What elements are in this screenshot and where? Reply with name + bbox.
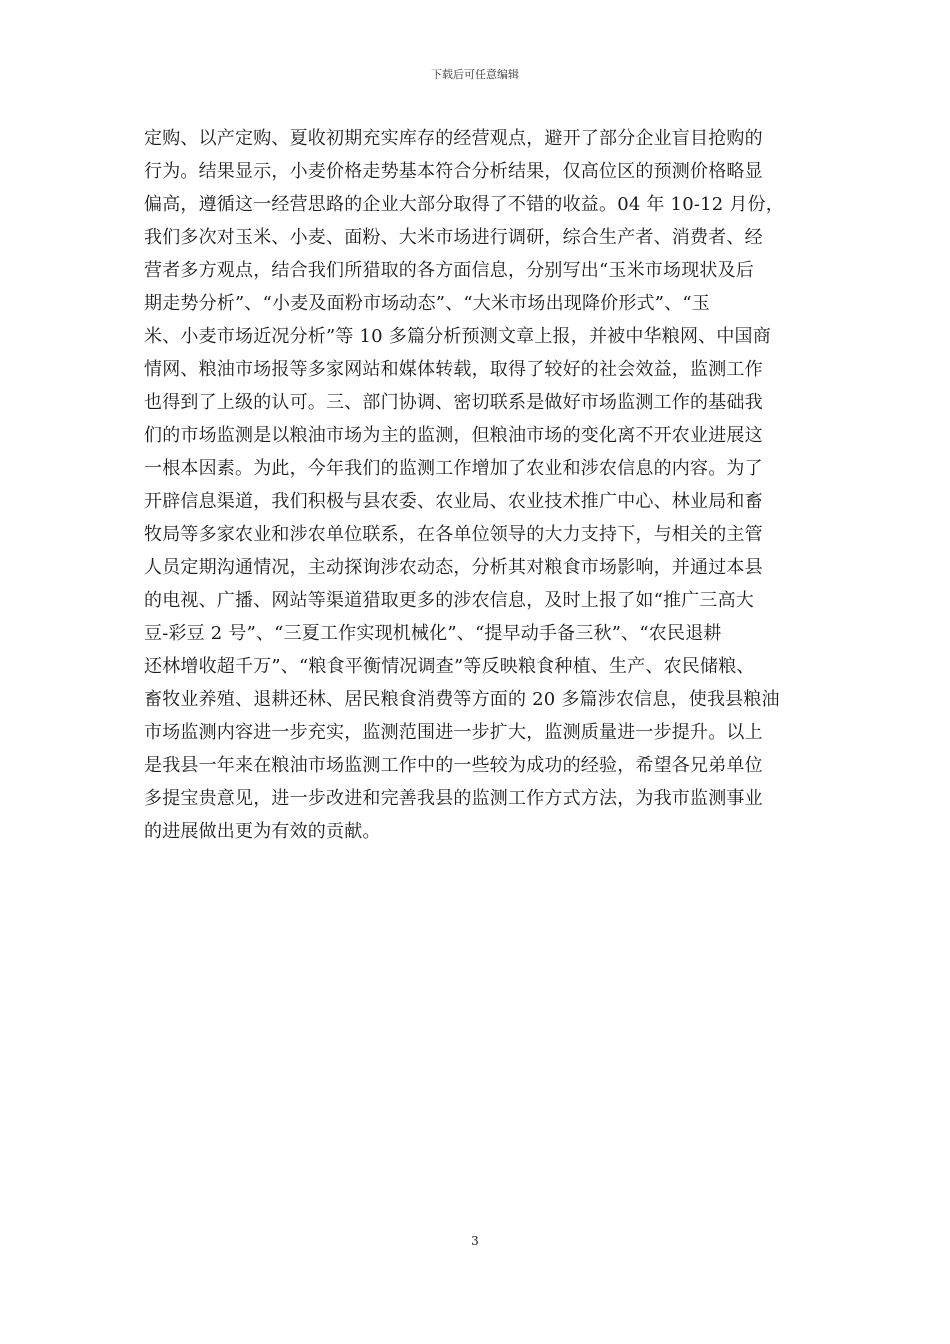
text-line: 一根本因素。为此，今年我们的监测工作增加了农业和涉农信息的内容。为了 — [144, 458, 763, 479]
page-number: 3 — [471, 1234, 479, 1248]
page-header: 下载后可任意编辑 — [431, 68, 519, 81]
text-line: 定购、以产定购、夏收初期充实库存的经营观点，避开了部分企业盲目抢购的 — [144, 128, 763, 149]
text-line: 的进展做出更为有效的贡献。 — [144, 821, 381, 842]
text-line: 我们多次对玉米、小麦、面粉、大米市场进行调研，综合生产者、消费者、经 — [144, 227, 763, 248]
text-line: 豆-彩豆 2 号”、“三夏工作实现机械化”、“提早动手备三秋”、“农民退耕 — [144, 623, 722, 644]
text-line: 开辟信息渠道，我们积极与县农委、农业局、农业技术推广中心、林业局和畜 — [144, 491, 763, 512]
text-line: 人员定期沟通情况，主动探询涉农动态，分析其对粮食市场影响，并通过本县 — [144, 557, 763, 578]
body-text — [144, 122, 824, 848]
text-line: 米、小麦市场近况分析”等 10 多篇分析预测文章上报，并被中华粮网、中国商 — [144, 326, 771, 347]
text-line: 期走势分析”、“小麦及面粉市场动态”、“大米市场出现降价形式”、“玉 — [144, 293, 711, 314]
text-line: 偏高，遵循这一经营思路的企业大部分取得了不错的收益。04 年 10-12 月份， — [144, 194, 784, 215]
text-line: 市场监测内容进一步充实，监测范围进一步扩大，监测质量进一步提升。以上 — [144, 722, 763, 743]
text-line: 畜牧业养殖、退耕还林、居民粮食消费等方面的 20 多篇涉农信息，使我县粮油 — [144, 689, 780, 710]
text-line: 营者多方观点，结合我们所猎取的各方面信息，分别写出“玉米市场现状及后 — [144, 260, 754, 281]
text-line: 也得到了上级的认可。三、部门协调、密切联系是做好市场监测工作的基础我 — [144, 392, 763, 413]
text-line: 还林增收超千万”、“粮食平衡情况调查”等反映粮食种植、生产、农民储粮、 — [144, 656, 755, 677]
text-line: 是我县一年来在粮油市场监测工作中的一些较为成功的经验，希望各兄弟单位 — [144, 755, 763, 776]
text-line: 们的市场监测是以粮油市场为主的监测，但粮油市场的变化离不开农业进展这 — [144, 425, 763, 446]
text-line: 牧局等多家农业和涉农单位联系，在各单位领导的大力支持下，与相关的主管 — [144, 524, 763, 545]
text-line: 的电视、广播、网站等渠道猎取更多的涉农信息，及时上报了如“推广三高大 — [144, 590, 754, 611]
text-line: 行为。结果显示，小麦价格走势基本符合分析结果，仅高位区的预测价格略显 — [144, 161, 763, 182]
text-line: 情网、粮油市场报等多家网站和媒体转载，取得了较好的社会效益，监测工作 — [144, 359, 763, 380]
text-line: 多提宝贵意见，进一步改进和完善我县的监测工作方式方法，为我市监测事业 — [144, 788, 763, 809]
